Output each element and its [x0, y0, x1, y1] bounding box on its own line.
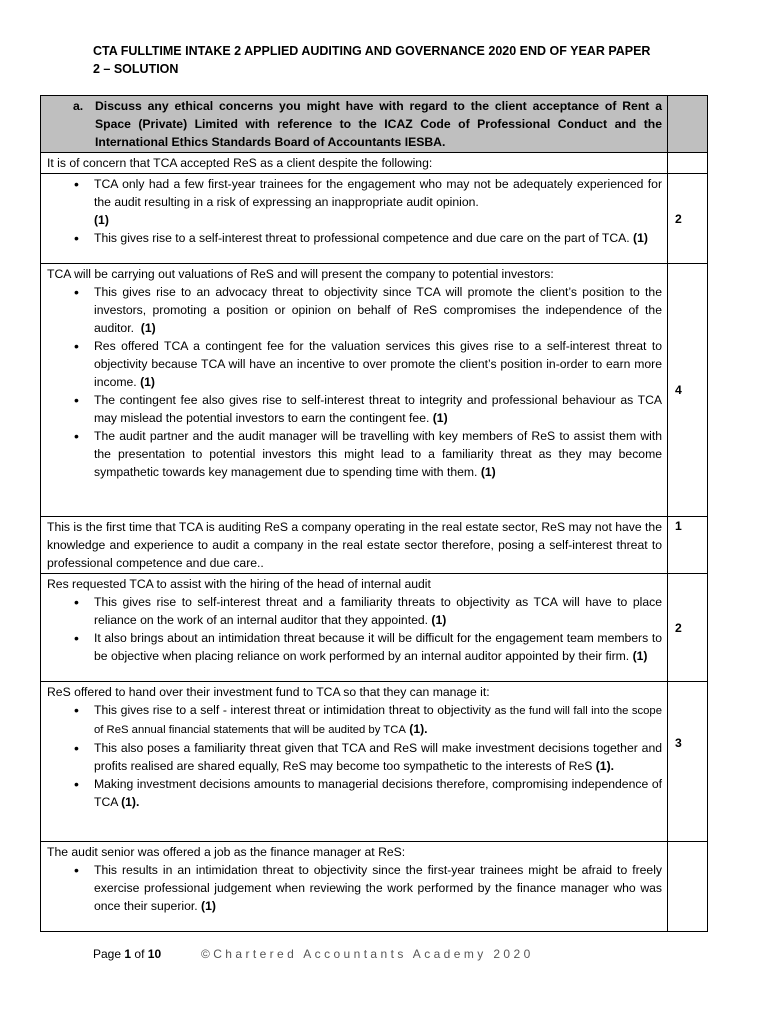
intro-row [41, 153, 708, 174]
bullet-item: • This also poses a familiarity threat given that TCA and ReS will make investment decisions together and profits realised are shared equally, ReS may become too sympathetic to the interests of ReS (1). [47, 739, 662, 775]
section-body [41, 264, 668, 517]
section-marks: 4 [668, 264, 708, 517]
section-heading: TCA will be carrying out valuations of ReS and will present the company to potential investors: [47, 267, 554, 281]
section-marks [668, 842, 708, 932]
question-cell [41, 96, 668, 153]
bullet-item: • The audit partner and the audit manager will be travelling with key members of ReS to assist them with the presentation to potential investors this might lead to a familiarity threat as they may become sympathetic towards key management due to spending time with them. (1) [47, 427, 662, 481]
title-line-2: 2 – SOLUTION [93, 62, 179, 76]
section-body [41, 174, 668, 264]
question-marks-cell [668, 96, 708, 153]
page-total: 10 [147, 947, 162, 961]
bullet-item: • The contingent fee also gives rise to self-interest threat to integrity and professional behaviour as TCA may mislead the potential investors to earn the contingent fee. (1) [47, 391, 662, 427]
section-row [41, 842, 708, 932]
question-row [41, 96, 708, 153]
bullet-item: • This gives rise to an advocacy threat to objectivity since TCA will promote the client’s position to the investors, promoting a position or opinion on behalf of ReS compromises the independence of the auditor. (1) [47, 283, 662, 337]
bullet-item: • Res offered TCA a contingent fee for the valuation services this gives rise to a self-interest threat to objectivity because TCA will have an incentive to over promote the client’s position in-order to earn more income. (1) [47, 337, 662, 391]
section-row [41, 682, 708, 842]
bullet-item: • This results in an intimidation threat to objectivity since the first-year trainees might be afraid to freely exercise professional judgement when reviewing the work performed by the finance manager who was once their superior. (1) [47, 861, 662, 915]
bullet-item: • It also brings about an intimidation threat because it will be difficult for the engagement team members to be objective when placing reliance on work performed by an internal auditor appointed by their firm. (1) [47, 629, 662, 665]
bullet-item: • This gives rise to a self - interest threat or intimidation threat to objectivity as the fund will fall into the scope of ReS annual financial statements that will be audited by TCA (1). [47, 701, 662, 739]
section-marks: 2 [668, 174, 708, 264]
bullet-item: • TCA only had a few first-year trainees for the engagement who may not be adequately experienced for the audit resulting in a risk of expressing an inappropriate audit opinion. (1) [47, 175, 662, 229]
section-row [41, 264, 708, 517]
section-body [41, 517, 668, 574]
intro-marks-cell [668, 153, 708, 174]
page-footer [93, 947, 534, 961]
page-number: 1 [124, 947, 132, 961]
question-text: Discuss any ethical concerns you might have with regard to the client acceptance of Rent a Space (Private) Limited with reference to the ICAZ Code of Professional Conduct and the International Ethics Standards Board of Accountants IESBA. [95, 99, 662, 149]
section-body [41, 574, 668, 682]
section-body [41, 842, 668, 932]
section-marks: 1 [668, 517, 708, 574]
page-label: Page [93, 947, 122, 961]
section-body [41, 682, 668, 842]
section-heading: The audit senior was offered a job as the finance manager at ReS: [47, 845, 406, 859]
section-marks: 3 [668, 682, 708, 842]
title-line-1: CTA FULLTIME INTAKE 2 APPLIED AUDITING AND GOVERNANCE 2020 END OF YEAR PAPER [93, 44, 651, 58]
question-letter: a. [73, 99, 84, 113]
copyright-text: ©Chartered Accountants Academy 2020 [201, 947, 534, 961]
bullet-item: • This gives rise to a self-interest threat to professional competence and due care on the part of TCA. (1) [47, 229, 662, 247]
document-title [93, 42, 693, 78]
intro-text: It is of concern that TCA accepted ReS as a client despite the following: [41, 153, 668, 174]
section-marks: 2 [668, 574, 708, 682]
section-heading: This is the first time that TCA is auditing ReS a company operating in the real estate sector, ReS may not have the knowledge and experience to audit a company in the real estate sector therefore, posing a self-interest threat to professional competence and due care.. [47, 520, 662, 570]
section-row [41, 517, 708, 574]
solution-table [40, 95, 708, 932]
section-heading: ReS offered to hand over their investment fund to TCA so that they can manage it: [47, 685, 490, 699]
section-row [41, 574, 708, 682]
bullet-item: • Making investment decisions amounts to managerial decisions therefore, compromising independence of TCA (1). [47, 775, 662, 811]
bullet-item: • This gives rise to self-interest threat and a familiarity threats to objectivity as TCA will have to place reliance on the work of an internal auditor that they appointed. (1) [47, 593, 662, 629]
section-heading: Res requested TCA to assist with the hiring of the head of internal audit [47, 577, 431, 591]
section-row [41, 174, 708, 264]
of-label: of [134, 947, 145, 961]
